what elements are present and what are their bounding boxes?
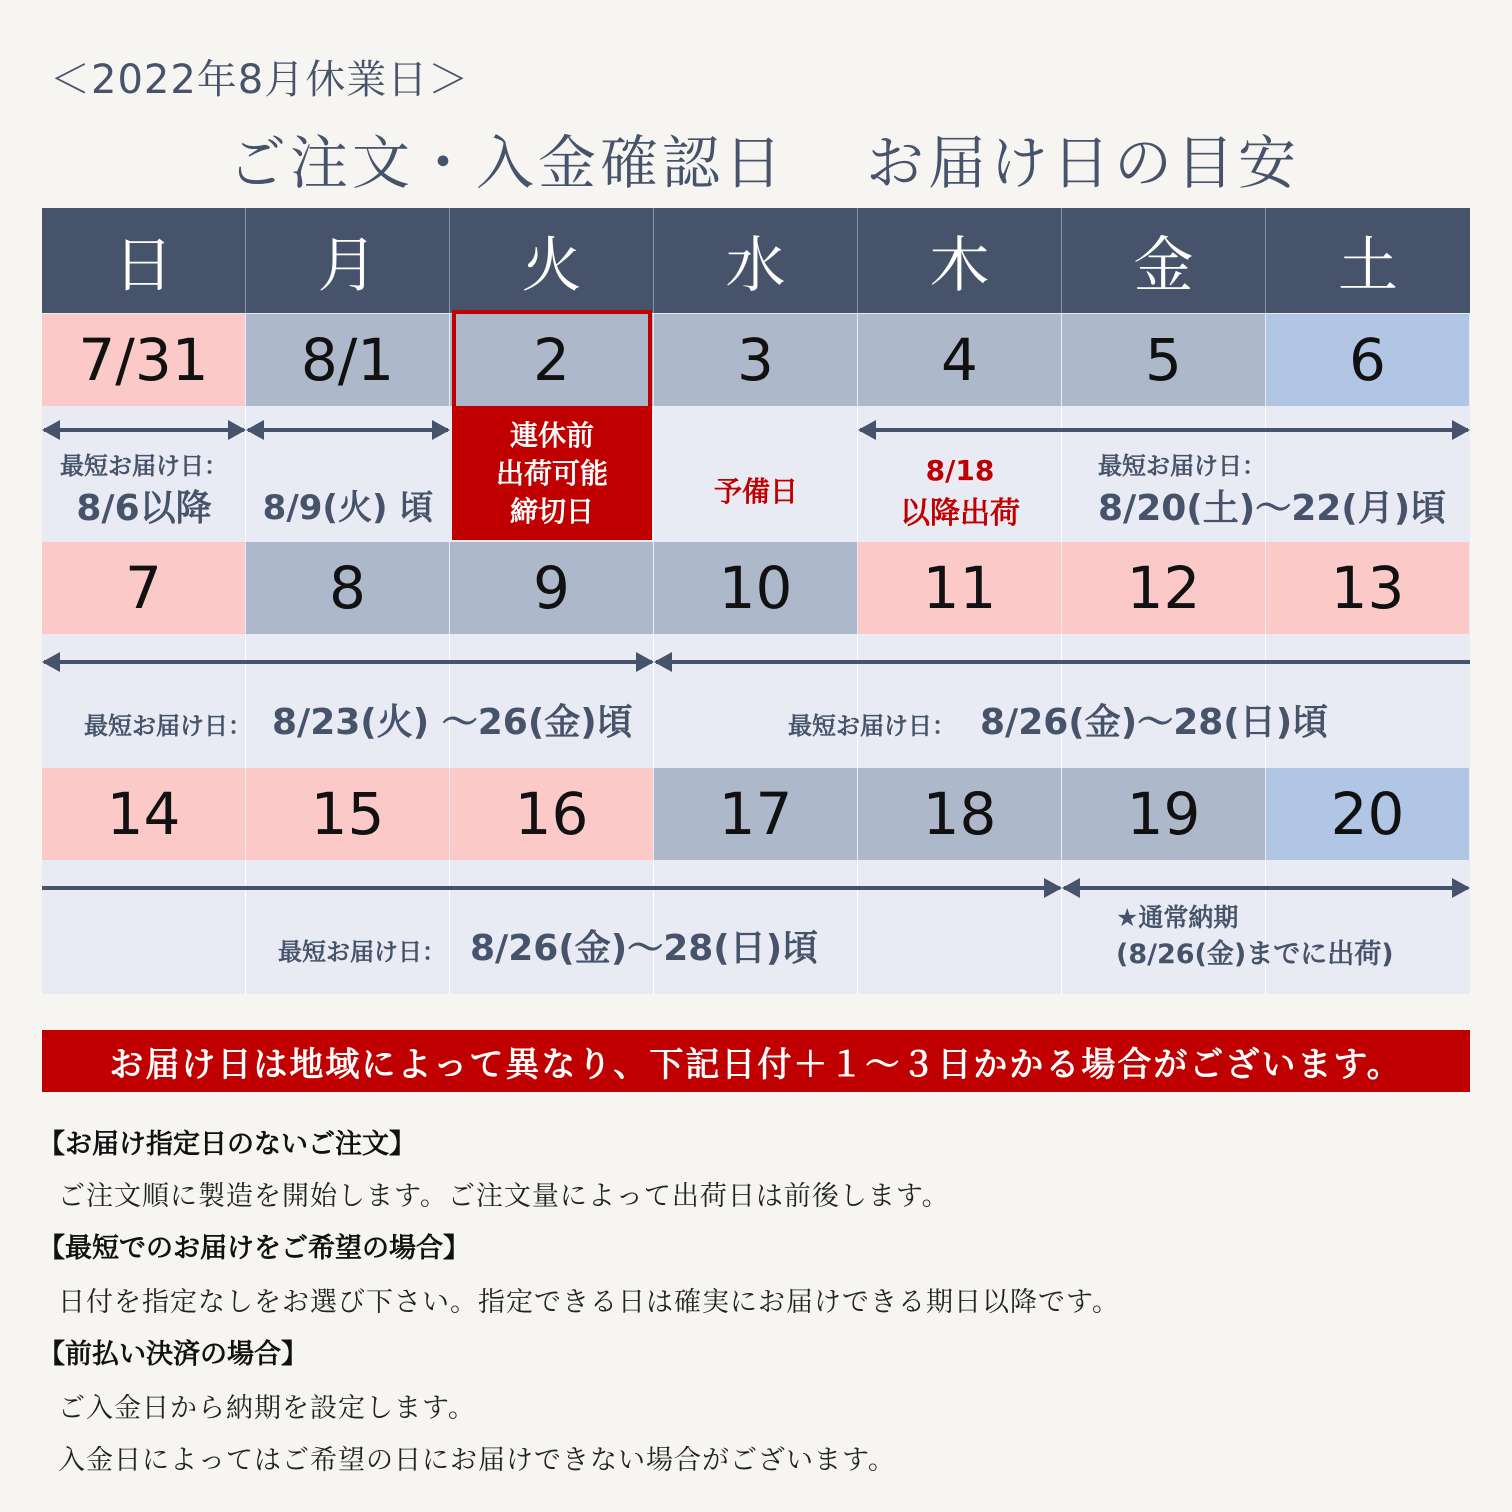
day-cell: 15 bbox=[246, 768, 450, 860]
deadline-notice bbox=[452, 408, 652, 540]
weekday-fri: 金 bbox=[1062, 208, 1266, 313]
delivery-date: 8/26(金)～28(日)頃 bbox=[980, 702, 1329, 743]
weekday-sun: 日 bbox=[42, 208, 246, 313]
range-arrow bbox=[1064, 886, 1468, 890]
section-title: 【前払い決済の場合】 bbox=[38, 1339, 308, 1370]
day-cell: 19 bbox=[1062, 768, 1266, 860]
weekday-tue: 火 bbox=[450, 208, 654, 313]
day-cell: 13 bbox=[1266, 542, 1470, 634]
day-cell: 9 bbox=[450, 542, 654, 634]
day-cell: 12 bbox=[1062, 542, 1266, 634]
day-cell: 16 bbox=[450, 768, 654, 860]
delivery-date: 8/6以降 bbox=[76, 488, 212, 529]
page-subtitle: ＜2022年8月休業日＞ bbox=[50, 57, 470, 103]
reserve-day-label: 予備日 bbox=[713, 475, 798, 508]
deadline-line: 連休前 bbox=[509, 419, 594, 452]
day-cell: 2 bbox=[450, 314, 654, 406]
deadline-highlight-frame bbox=[452, 310, 652, 410]
delivery-label: 最短お届け日： bbox=[1098, 452, 1266, 480]
heading-order-date: ご注文・入金確認日 bbox=[228, 129, 787, 197]
section-text: 日付を指定なしをお選び下さい。指定できる日は確実にお届けできる期日以降です。 bbox=[58, 1287, 1120, 1318]
column-divider bbox=[449, 860, 450, 994]
day-cell: 3 bbox=[654, 314, 858, 406]
section-text: ご注文順に製造を開始します。ご注文量によって出荷日は前後します。 bbox=[58, 1181, 950, 1212]
day-cell: 20 bbox=[1266, 768, 1470, 860]
delivery-date: 8/23(火) ～26(金)頃 bbox=[272, 702, 633, 743]
notice-banner: お届け日は地域によって異なり、下記日付＋１～３日かかる場合がございます。 bbox=[42, 1030, 1470, 1092]
delivery-label: 最短お届け日： bbox=[84, 712, 252, 740]
column-divider bbox=[857, 860, 858, 994]
range-arrow bbox=[42, 886, 1060, 890]
ship-after-label: 以降出荷 bbox=[900, 496, 1020, 531]
range-arrow bbox=[248, 428, 448, 432]
deadline-line: 出荷可能 bbox=[495, 457, 608, 490]
column-divider bbox=[1265, 860, 1266, 994]
day-cell: 8/1 bbox=[246, 314, 450, 406]
column-divider bbox=[857, 634, 858, 768]
delivery-label: 最短お届け日： bbox=[788, 712, 956, 740]
section-title: 【最短でのお届けをご希望の場合】 bbox=[38, 1233, 470, 1264]
range-arrow bbox=[44, 428, 244, 432]
ship-after-date: 8/18 bbox=[925, 454, 995, 487]
delivery-label: 最短お届け日： bbox=[278, 938, 446, 966]
range-arrow bbox=[44, 660, 652, 664]
day-cell: 7/31 bbox=[42, 314, 246, 406]
day-cell: 10 bbox=[654, 542, 858, 634]
day-cell: 14 bbox=[42, 768, 246, 860]
day-cell: 7 bbox=[42, 542, 246, 634]
day-cell: 4 bbox=[858, 314, 1062, 406]
day-cell: 5 bbox=[1062, 314, 1266, 406]
delivery-date: 8/20(土)～22(月)頃 bbox=[1098, 488, 1447, 529]
delivery-date: 8/9(火) 頃 bbox=[262, 488, 434, 528]
weekday-sat: 土 bbox=[1266, 208, 1470, 313]
standard-ship-by: (8/26(金)までに出荷) bbox=[1116, 939, 1394, 970]
range-arrow bbox=[860, 428, 1468, 432]
section-title: 【お届け指定日のないご注文】 bbox=[38, 1129, 416, 1160]
section-text: ご入金日から納期を設定します。 bbox=[58, 1393, 476, 1424]
calendar bbox=[42, 208, 1470, 994]
heading-delivery-estimate: お届け日の目安 bbox=[866, 129, 1301, 197]
day-cell: 6 bbox=[1266, 314, 1470, 406]
delivery-label: 最短お届け日： bbox=[60, 452, 228, 480]
standard-lead-time-label: ★通常納期 bbox=[1116, 903, 1239, 932]
day-cell: 18 bbox=[858, 768, 1062, 860]
column-divider bbox=[245, 634, 246, 768]
section-text: 入金日によってはご希望の日にお届けできない場合がございます。 bbox=[58, 1445, 896, 1476]
day-cell: 8 bbox=[246, 542, 450, 634]
day-cell: 11 bbox=[858, 542, 1062, 634]
delivery-date: 8/26(金)～28(日)頃 bbox=[470, 928, 819, 969]
deadline-line: 締切日 bbox=[509, 495, 594, 528]
weekday-wed: 水 bbox=[654, 208, 858, 313]
weekday-thu: 木 bbox=[858, 208, 1062, 313]
column-divider bbox=[245, 860, 246, 994]
day-cell: 17 bbox=[654, 768, 858, 860]
weekday-mon: 月 bbox=[246, 208, 450, 313]
range-arrow bbox=[656, 660, 1470, 664]
